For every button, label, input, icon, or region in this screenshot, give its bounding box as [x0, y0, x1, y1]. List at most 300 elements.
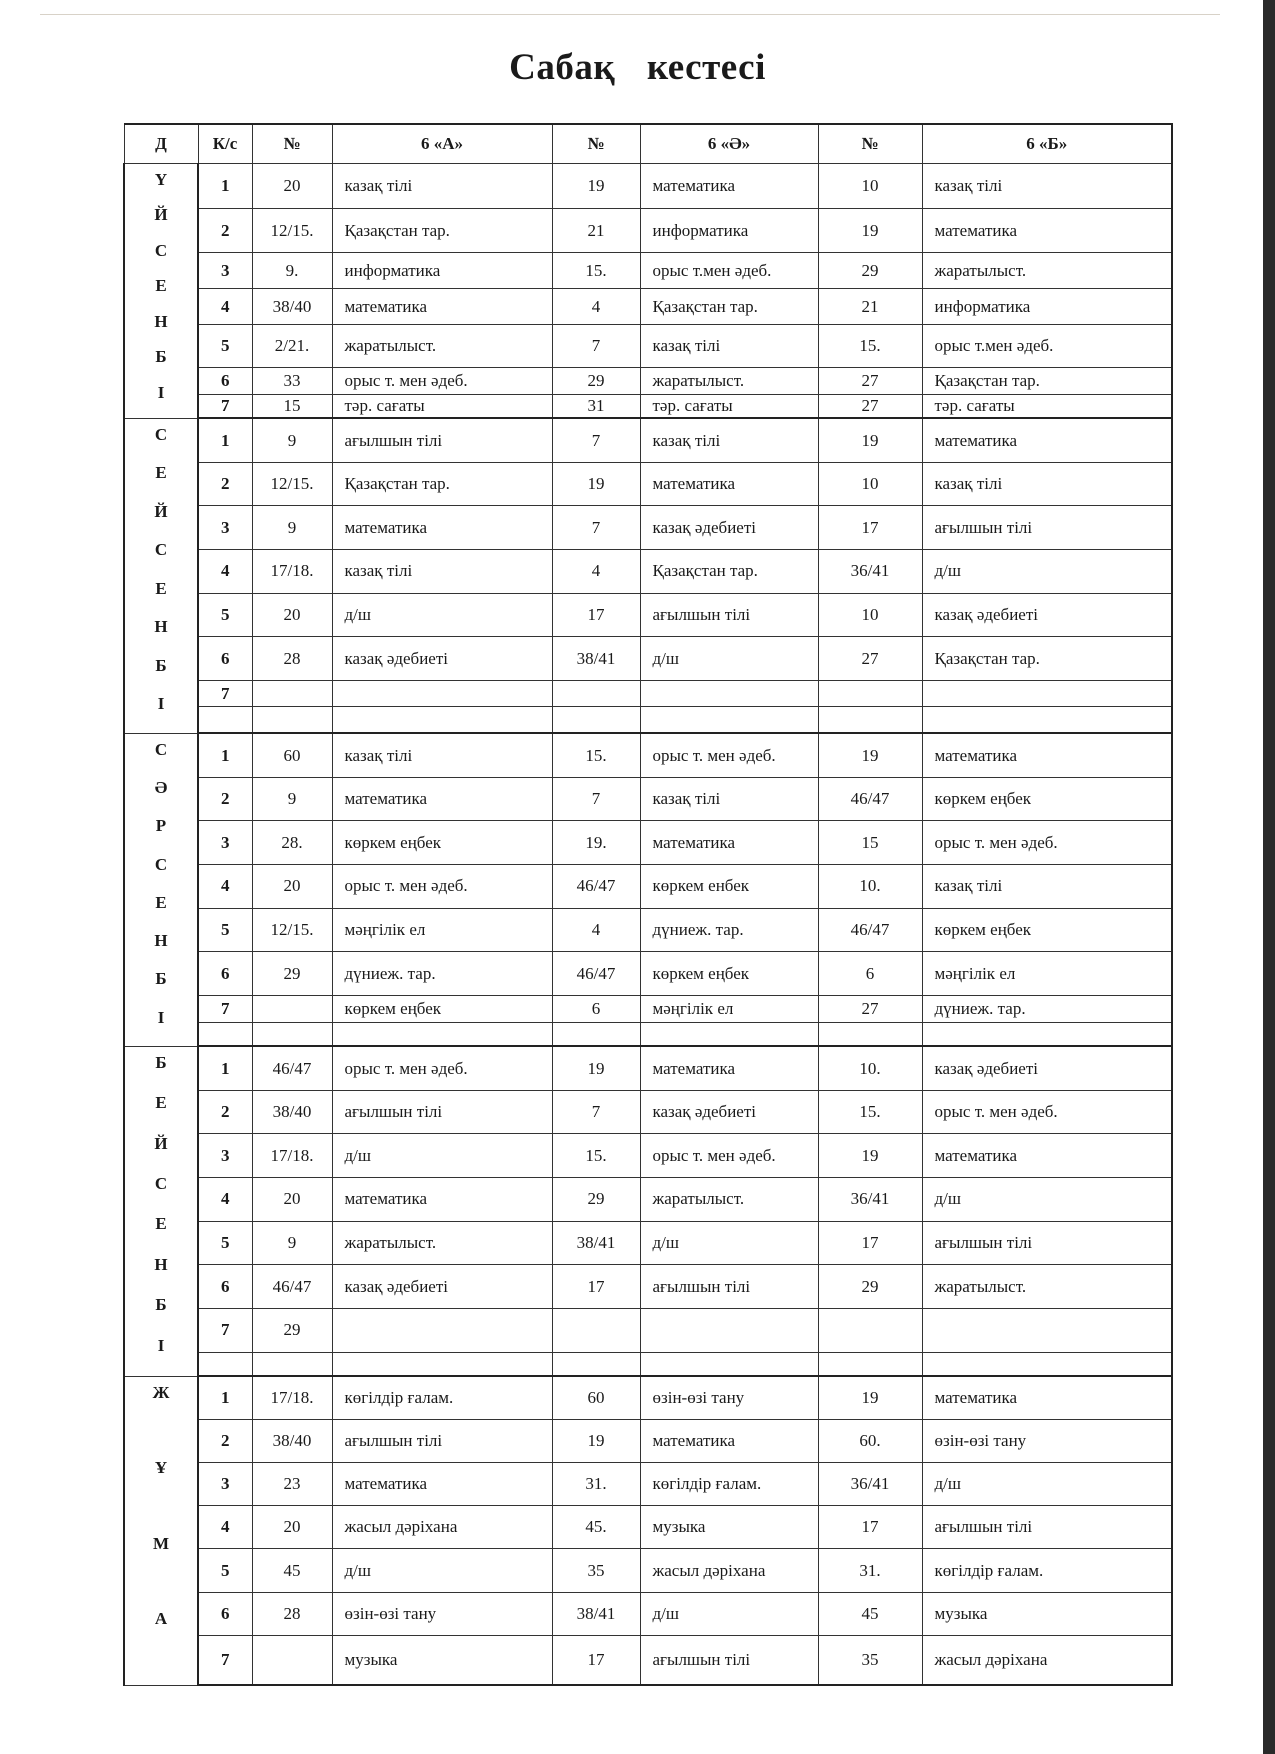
day-letter: Е — [155, 892, 167, 912]
table-row — [124, 1134, 1172, 1178]
room-6b: 15. — [818, 1090, 922, 1134]
table-row — [124, 1592, 1172, 1635]
subject-6a: казақ тілі — [332, 164, 552, 209]
room-6b: 10 — [818, 462, 922, 506]
subject-6a — [332, 681, 552, 707]
day-cell — [124, 733, 198, 1046]
lesson-number: 5 — [198, 325, 252, 368]
lesson-number: 4 — [198, 1506, 252, 1549]
lesson-number: 7 — [198, 1635, 252, 1685]
subject-6a — [332, 1352, 552, 1376]
day-letter: С — [154, 540, 168, 560]
subject-6b: өзін-өзі тану — [922, 1420, 1172, 1463]
lesson-number: 6 — [198, 1592, 252, 1635]
room-6ae: 7 — [552, 1090, 640, 1134]
room-6b: 19 — [818, 1134, 922, 1178]
subject-6a: математика — [332, 288, 552, 325]
schedule-table — [123, 123, 1173, 1686]
room-6ae: 29 — [552, 1177, 640, 1221]
lesson-number: 3 — [198, 253, 252, 289]
day-letter: М — [152, 1533, 170, 1553]
subject-6ae: ағылшын тілі — [640, 1635, 818, 1685]
table-row — [124, 1308, 1172, 1352]
subject-6b: ағылшын тілі — [922, 1221, 1172, 1265]
table-row — [124, 1352, 1172, 1376]
lesson-number: 1 — [198, 1376, 252, 1419]
room-6a: 12/15. — [252, 208, 332, 253]
subject-6a: жасыл дәріхана — [332, 1506, 552, 1549]
day-name-vertical — [125, 425, 197, 715]
header-class-6a: 6 «А» — [332, 124, 552, 164]
subject-6ae: ағылшын тілі — [640, 593, 818, 637]
day-letter: А — [154, 1609, 168, 1629]
room-6b: 46/47 — [818, 777, 922, 821]
table-row — [124, 908, 1172, 952]
room-6ae: 6 — [552, 996, 640, 1022]
subject-6a: д/ш — [332, 1549, 552, 1592]
subject-6ae: Қазақстан тар. — [640, 550, 818, 594]
subject-6b: тәр. сағаты — [922, 394, 1172, 418]
header-room-a: № — [252, 124, 332, 164]
lesson-number: 2 — [198, 1090, 252, 1134]
room-6b — [818, 707, 922, 733]
table-row — [124, 1635, 1172, 1685]
subject-6ae: казақ әдебиеті — [640, 1090, 818, 1134]
room-6b: 36/41 — [818, 550, 922, 594]
subject-6b: жаратылыст. — [922, 1265, 1172, 1309]
table-row — [124, 208, 1172, 253]
room-6ae: 4 — [552, 288, 640, 325]
subject-6ae: өзін-өзі тану — [640, 1376, 818, 1419]
room-6ae: 19 — [552, 164, 640, 209]
table-row — [124, 952, 1172, 996]
day-letter: Р — [155, 816, 167, 836]
room-6a: 38/40 — [252, 288, 332, 325]
room-6b — [818, 1022, 922, 1046]
room-6a: 9. — [252, 253, 332, 289]
day-letter: С — [154, 854, 168, 874]
day-letter: Е — [155, 276, 167, 296]
subject-6b — [922, 1308, 1172, 1352]
room-6b: 19 — [818, 418, 922, 462]
table-row — [124, 288, 1172, 325]
room-6ae: 17 — [552, 1265, 640, 1309]
table-row — [124, 164, 1172, 209]
table-row — [124, 325, 1172, 368]
room-6ae: 19 — [552, 462, 640, 506]
day-name-vertical — [125, 740, 197, 1028]
room-6a: 46/47 — [252, 1265, 332, 1309]
room-6a: 2/21. — [252, 325, 332, 368]
subject-6b: көгілдір ғалам. — [922, 1549, 1172, 1592]
lesson-number: 5 — [198, 593, 252, 637]
room-6b: 45 — [818, 1592, 922, 1635]
room-6b: 19 — [818, 733, 922, 777]
day-letter: Б — [155, 347, 167, 367]
day-letter: Б — [155, 655, 167, 675]
room-6a: 17/18. — [252, 1134, 332, 1178]
lesson-number: 1 — [198, 164, 252, 209]
day-cell — [124, 1046, 198, 1376]
day-letter: Н — [154, 311, 168, 331]
subject-6a: көркем еңбек — [332, 821, 552, 865]
subject-6a: казақ тілі — [332, 550, 552, 594]
room-6a: 45 — [252, 1549, 332, 1592]
day-letter: І — [157, 694, 165, 714]
table-row — [124, 394, 1172, 418]
subject-6b: мәңгілік ел — [922, 952, 1172, 996]
subject-6a: д/ш — [332, 593, 552, 637]
subject-6ae — [640, 1308, 818, 1352]
lesson-number: 1 — [198, 1046, 252, 1090]
subject-6b: орыс т. мен әдеб. — [922, 1090, 1172, 1134]
subject-6b: музыка — [922, 1592, 1172, 1635]
subject-6a: жаратылыст. — [332, 1221, 552, 1265]
room-6b: 27 — [818, 394, 922, 418]
lesson-number: 5 — [198, 908, 252, 952]
day-letter: Б — [155, 969, 167, 989]
table-row — [124, 777, 1172, 821]
table-row — [124, 996, 1172, 1022]
lesson-number: 7 — [198, 394, 252, 418]
subject-6b: жаратылыст. — [922, 253, 1172, 289]
room-6ae: 19. — [552, 821, 640, 865]
day-letter: Б — [155, 1295, 167, 1315]
subject-6ae — [640, 1022, 818, 1046]
subject-6a: көгілдір ғалам. — [332, 1376, 552, 1419]
table-row — [124, 1221, 1172, 1265]
room-6a — [252, 1022, 332, 1046]
subject-6a: Қазақстан тар. — [332, 208, 552, 253]
subject-6a: дүниеж. тар. — [332, 952, 552, 996]
subject-6ae: дүниеж. тар. — [640, 908, 818, 952]
room-6a: 46/47 — [252, 1046, 332, 1090]
room-6ae: 31. — [552, 1463, 640, 1506]
table-row — [124, 681, 1172, 707]
lesson-number: 5 — [198, 1549, 252, 1592]
day-letter: С — [154, 240, 168, 260]
lesson-number: 2 — [198, 777, 252, 821]
room-6b: 27 — [818, 368, 922, 394]
room-6b: 31. — [818, 1549, 922, 1592]
subject-6b: жасыл дәріхана — [922, 1635, 1172, 1685]
table-row — [124, 462, 1172, 506]
lesson-number: 4 — [198, 550, 252, 594]
room-6a — [252, 707, 332, 733]
lesson-number: 3 — [198, 506, 252, 550]
subject-6b: Қазақстан тар. — [922, 637, 1172, 681]
room-6a — [252, 681, 332, 707]
table-row — [124, 1265, 1172, 1309]
room-6ae: 7 — [552, 777, 640, 821]
day-letter: Н — [154, 1254, 168, 1274]
room-6b: 10 — [818, 593, 922, 637]
subject-6ae — [640, 681, 818, 707]
room-6ae: 4 — [552, 550, 640, 594]
subject-6ae: көркем еңбек — [640, 952, 818, 996]
lesson-number: 7 — [198, 681, 252, 707]
room-6b: 36/41 — [818, 1177, 922, 1221]
subject-6a: казақ әдебиеті — [332, 637, 552, 681]
subject-6b: казақ әдебиеті — [922, 593, 1172, 637]
subject-6ae: жаратылыст. — [640, 368, 818, 394]
subject-6a: математика — [332, 777, 552, 821]
table-row — [124, 707, 1172, 733]
table-row — [124, 368, 1172, 394]
lesson-number: 3 — [198, 1463, 252, 1506]
subject-6b: д/ш — [922, 1177, 1172, 1221]
day-letter: Е — [155, 463, 167, 483]
header-class-6ae: 6 «Ә» — [640, 124, 818, 164]
room-6ae: 46/47 — [552, 865, 640, 909]
day-letter: С — [154, 739, 168, 759]
room-6ae: 21 — [552, 208, 640, 253]
lesson-number: 4 — [198, 1177, 252, 1221]
room-6a: 9 — [252, 506, 332, 550]
room-6a: 9 — [252, 777, 332, 821]
subject-6b: ағылшын тілі — [922, 1506, 1172, 1549]
day-cell — [124, 418, 198, 733]
lesson-number: 6 — [198, 952, 252, 996]
room-6ae: 17 — [552, 593, 640, 637]
subject-6b: ағылшын тілі — [922, 506, 1172, 550]
room-6a: 20 — [252, 865, 332, 909]
subject-6ae: Қазақстан тар. — [640, 288, 818, 325]
room-6ae: 19 — [552, 1420, 640, 1463]
subject-6a: мәңгілік ел — [332, 908, 552, 952]
subject-6ae: орыс т.мен әдеб. — [640, 253, 818, 289]
room-6b: 36/41 — [818, 1463, 922, 1506]
subject-6ae: орыс т. мен әдеб. — [640, 733, 818, 777]
subject-6b — [922, 681, 1172, 707]
room-6a: 28. — [252, 821, 332, 865]
table-row — [124, 550, 1172, 594]
lesson-number: 2 — [198, 208, 252, 253]
subject-6a: көркем еңбек — [332, 996, 552, 1022]
subject-6ae: математика — [640, 462, 818, 506]
table-row — [124, 1549, 1172, 1592]
subject-6a: ағылшын тілі — [332, 1090, 552, 1134]
subject-6a: жаратылыст. — [332, 325, 552, 368]
subject-6b: көркем еңбек — [922, 777, 1172, 821]
room-6b: 17 — [818, 506, 922, 550]
room-6ae — [552, 1022, 640, 1046]
subject-6b: математика — [922, 1376, 1172, 1419]
room-6a: 23 — [252, 1463, 332, 1506]
subject-6a: өзін-өзі тану — [332, 1592, 552, 1635]
room-6ae: 15. — [552, 253, 640, 289]
table-row — [124, 506, 1172, 550]
subject-6ae: казақ тілі — [640, 777, 818, 821]
day-letter: Й — [154, 205, 168, 225]
room-6a: 60 — [252, 733, 332, 777]
room-6b: 10. — [818, 865, 922, 909]
room-6a: 20 — [252, 593, 332, 637]
day-name-vertical — [125, 1053, 197, 1356]
table-row — [124, 733, 1172, 777]
subject-6b: математика — [922, 208, 1172, 253]
subject-6ae: казақ тілі — [640, 325, 818, 368]
subject-6b — [922, 1352, 1172, 1376]
subject-6ae: математика — [640, 1420, 818, 1463]
day-letter: І — [157, 1007, 165, 1027]
lesson-number: 3 — [198, 821, 252, 865]
subject-6ae: казақ тілі — [640, 418, 818, 462]
lesson-number — [198, 1352, 252, 1376]
subject-6b — [922, 707, 1172, 733]
room-6b: 27 — [818, 996, 922, 1022]
subject-6b: Қазақстан тар. — [922, 368, 1172, 394]
day-letter: Ұ — [154, 1458, 168, 1478]
table-row — [124, 1463, 1172, 1506]
room-6a: 9 — [252, 418, 332, 462]
subject-6b: орыс т. мен әдеб. — [922, 821, 1172, 865]
subject-6ae: математика — [640, 821, 818, 865]
room-6b: 29 — [818, 1265, 922, 1309]
room-6b — [818, 1308, 922, 1352]
room-6b: 27 — [818, 637, 922, 681]
subject-6a: информатика — [332, 253, 552, 289]
room-6ae: 38/41 — [552, 637, 640, 681]
subject-6a: ағылшын тілі — [332, 418, 552, 462]
day-letter: Й — [154, 1133, 168, 1153]
room-6a: 20 — [252, 1177, 332, 1221]
room-6a: 28 — [252, 1592, 332, 1635]
room-6ae: 60 — [552, 1376, 640, 1419]
lesson-number: 6 — [198, 368, 252, 394]
subject-6a: математика — [332, 1177, 552, 1221]
subject-6a — [332, 1022, 552, 1046]
subject-6b: көркем еңбек — [922, 908, 1172, 952]
subject-6ae: тәр. сағаты — [640, 394, 818, 418]
subject-6a: тәр. сағаты — [332, 394, 552, 418]
room-6a: 17/18. — [252, 550, 332, 594]
lesson-number: 6 — [198, 1265, 252, 1309]
scan-top-edge — [40, 14, 1220, 15]
room-6b: 17 — [818, 1506, 922, 1549]
table-row — [124, 1420, 1172, 1463]
room-6ae — [552, 1308, 640, 1352]
room-6ae: 38/41 — [552, 1221, 640, 1265]
lesson-number: 7 — [198, 1308, 252, 1352]
lesson-number: 1 — [198, 418, 252, 462]
room-6ae: 4 — [552, 908, 640, 952]
lesson-number — [198, 1022, 252, 1046]
subject-6a: ағылшын тілі — [332, 1420, 552, 1463]
subject-6a — [332, 1308, 552, 1352]
room-6a: 29 — [252, 952, 332, 996]
room-6ae — [552, 1352, 640, 1376]
lesson-number: 5 — [198, 1221, 252, 1265]
subject-6ae: орыс т. мен әдеб. — [640, 1134, 818, 1178]
subject-6a: математика — [332, 1463, 552, 1506]
day-letter: Й — [154, 501, 168, 521]
day-letter: І — [157, 1335, 165, 1355]
room-6b: 15 — [818, 821, 922, 865]
subject-6ae: математика — [640, 164, 818, 209]
table-row — [124, 637, 1172, 681]
header-room-b: № — [818, 124, 922, 164]
day-letter: Ә — [154, 778, 168, 798]
lesson-number: 3 — [198, 1134, 252, 1178]
subject-6b: математика — [922, 1134, 1172, 1178]
room-6a — [252, 1635, 332, 1685]
room-6ae: 15. — [552, 1134, 640, 1178]
room-6b — [818, 1352, 922, 1376]
table-row — [124, 1376, 1172, 1419]
table-row — [124, 1177, 1172, 1221]
day-letter: Ж — [152, 1382, 170, 1402]
subject-6b: казақ әдебиеті — [922, 1046, 1172, 1090]
subject-6ae: жасыл дәріхана — [640, 1549, 818, 1592]
subject-6b: казақ тілі — [922, 462, 1172, 506]
table-row — [124, 1506, 1172, 1549]
subject-6ae: жаратылыст. — [640, 1177, 818, 1221]
room-6a: 20 — [252, 164, 332, 209]
subject-6ae: д/ш — [640, 1592, 818, 1635]
room-6ae — [552, 707, 640, 733]
room-6a — [252, 996, 332, 1022]
subject-6a: д/ш — [332, 1134, 552, 1178]
subject-6ae: көгілдір ғалам. — [640, 1463, 818, 1506]
room-6b: 46/47 — [818, 908, 922, 952]
lesson-number: 2 — [198, 462, 252, 506]
room-6ae: 7 — [552, 418, 640, 462]
room-6a: 28 — [252, 637, 332, 681]
subject-6ae: математика — [640, 1046, 818, 1090]
room-6a: 33 — [252, 368, 332, 394]
header-row — [124, 124, 1172, 164]
subject-6ae: казақ әдебиеті — [640, 506, 818, 550]
subject-6ae — [640, 707, 818, 733]
subject-6b: казақ тілі — [922, 164, 1172, 209]
subject-6ae: мәңгілік ел — [640, 996, 818, 1022]
lesson-number: 4 — [198, 288, 252, 325]
table-row — [124, 1046, 1172, 1090]
day-letter: С — [154, 1174, 168, 1194]
subject-6b: казақ тілі — [922, 865, 1172, 909]
table-row — [124, 593, 1172, 637]
day-letter: Е — [155, 1214, 167, 1234]
table-row — [124, 418, 1172, 462]
day-name-vertical — [125, 1383, 197, 1630]
day-letter: Е — [155, 578, 167, 598]
room-6ae: 46/47 — [552, 952, 640, 996]
room-6b: 6 — [818, 952, 922, 996]
room-6b: 21 — [818, 288, 922, 325]
room-6b: 35 — [818, 1635, 922, 1685]
room-6b — [818, 681, 922, 707]
day-letter: Е — [155, 1093, 167, 1113]
day-letter: С — [154, 424, 168, 444]
header-day: Д — [124, 124, 198, 164]
table-row — [124, 865, 1172, 909]
schedule-body — [124, 164, 1172, 1686]
subject-6ae: көркем енбек — [640, 865, 818, 909]
room-6b: 19 — [818, 208, 922, 253]
header-class-6b: 6 «Б» — [922, 124, 1172, 164]
subject-6a: орыс т. мен әдеб. — [332, 865, 552, 909]
subject-6a: музыка — [332, 1635, 552, 1685]
room-6ae: 31 — [552, 394, 640, 418]
subject-6b: д/ш — [922, 550, 1172, 594]
day-letter: Н — [154, 617, 168, 637]
room-6a: 12/15. — [252, 462, 332, 506]
lesson-number: 1 — [198, 733, 252, 777]
lesson-number: 2 — [198, 1420, 252, 1463]
room-6a: 9 — [252, 1221, 332, 1265]
room-6b: 17 — [818, 1221, 922, 1265]
